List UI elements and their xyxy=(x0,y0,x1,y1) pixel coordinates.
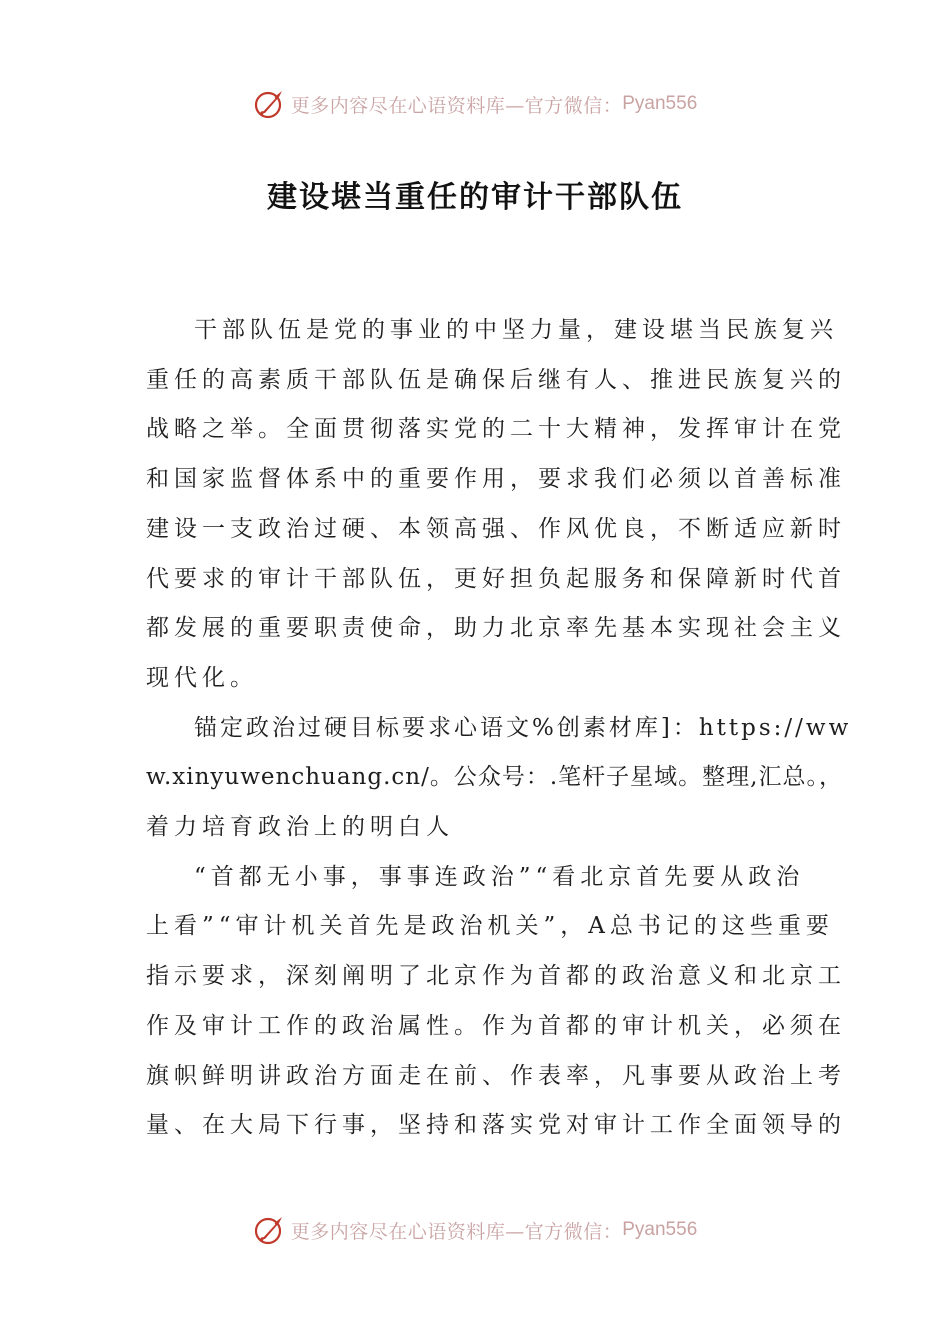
body-line: w.xinyuwenchuang.cn/。公众号：.笔杆子星域。整理,汇总。， xyxy=(146,764,843,790)
banner-text: 更多内容尽在心语资料库—官方微信： xyxy=(290,94,623,117)
body-line: 建设一支政治过硬、本领高强、作风优良，不断适应新时 xyxy=(146,516,846,542)
wechat-handle: Pyan556 xyxy=(622,1219,698,1240)
wechat-handle: Pyan556 xyxy=(622,93,698,114)
body-line: 作及审计工作的政治属性。作为首都的审计机关，必须在 xyxy=(146,1013,846,1039)
banner-text: 更多内容尽在心语资料库—官方微信： xyxy=(290,1220,623,1243)
header-banner xyxy=(0,84,950,124)
quill-pen-logo-icon xyxy=(253,87,287,121)
body-line: 和国家监督体系中的重要作用，要求我们必须以首善标准 xyxy=(146,466,846,492)
section-heading: 着力培育政治上的明白人 xyxy=(146,814,454,840)
body-line: 战略之举。全面贯彻落实党的二十大精神，发挥审计在党 xyxy=(146,416,846,442)
body-line: 上看”“审计机关首先是政治机关”，A总书记的这些重要 xyxy=(146,913,834,939)
body-line: 旗帜鲜明讲政治方面走在前、作表率，凡事要从政治上考 xyxy=(146,1063,846,1089)
body-line: 量、在大局下行事，坚持和落实党对审计工作全面领导的 xyxy=(146,1112,846,1138)
body-line: 重任的高素质干部队伍是确保后继有人、推进民族复兴的 xyxy=(146,367,846,393)
document-title: 建设堪当重任的审计干部队伍 xyxy=(267,180,683,215)
body-line: 干部队伍是党的事业的中坚力量，建设堪当民族复兴 xyxy=(194,317,838,343)
quill-pen-logo-icon xyxy=(253,1213,287,1247)
body-line: 锚定政治过硬目标要求心语文%创素材库]：https://ww xyxy=(194,715,852,741)
body-line: “首都无小事，事事连政治”“看北京首先要从政治 xyxy=(194,864,805,890)
body-line: 代要求的审计干部队伍，更好担负起服务和保障新时代首 xyxy=(146,566,846,592)
footer-banner xyxy=(0,1210,950,1250)
body-line: 都发展的重要职责使命，助力北京率先基本实现社会主义 xyxy=(146,615,846,641)
body-line: 指示要求，深刻阐明了北京作为首都的政治意义和北京工 xyxy=(146,963,846,989)
body-line: 现代化。 xyxy=(146,665,258,691)
